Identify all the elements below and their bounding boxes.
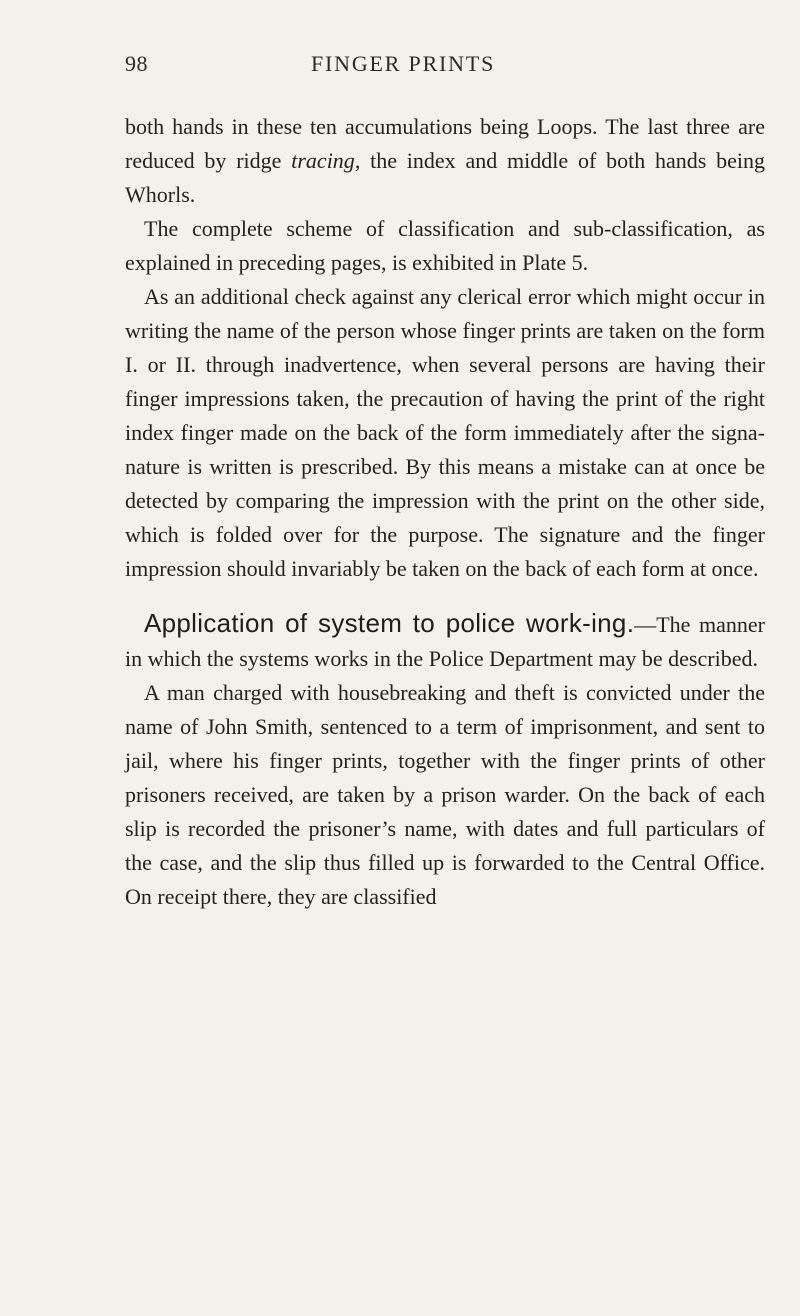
- running-title: FINGER PRINTS: [311, 51, 496, 76]
- section-heading: Application of system to police work-ing.: [144, 608, 635, 638]
- italic-term: tracing: [291, 148, 355, 173]
- page-number: 98: [125, 51, 148, 76]
- paragraph-police-application: [125, 606, 765, 676]
- paragraph-loops-whorls: [125, 110, 765, 212]
- paragraph-john-smith-example: A man charged with housebreaking and theft is convicted under the name of John Smith, sentenced to a term of imprisonment, and sent to jail, where his finger prints, together with the finger prints of other prisoners received, are taken by a prison warder. On the back of each slip is recorded the prisoner’s name, with dates and full particulars of the case, and the slip thus filled up is forwarded to the Central Office. On receipt there, they are classified: [125, 680, 765, 909]
- paragraph-text: , the index and middle of both hands being Whorls.: [125, 148, 766, 207]
- body-text: [125, 110, 765, 914]
- running-head: [125, 51, 765, 91]
- paragraph-clerical-check: As an additional check against any clerical error which might occur in writing the name of the person whose finger prints are taken on the form I. or II. through inadvertence, when several persons are having their finger impressions taken, the precaution of having the print of the right index finger made on the back of the form immediately after the signa-nature is written is prescribed. By this means a mistake can at once be detected by comparing the impression with the print on the other side, which is folded over for the purpose. The signature and the finger impression should invariably be taken on the back of each form at once.: [125, 284, 765, 581]
- paragraph-classification-scheme: The complete scheme of classification and sub-classification, as explained in preceding pages, is exhibited in Plate 5.: [125, 216, 765, 275]
- paragraph-text: both hands in these ten accumulations being Loops. The last three are reduced by ridge: [125, 114, 765, 173]
- paragraph-text: —The manner in which the systems works in the Police Department may be described.: [125, 612, 766, 671]
